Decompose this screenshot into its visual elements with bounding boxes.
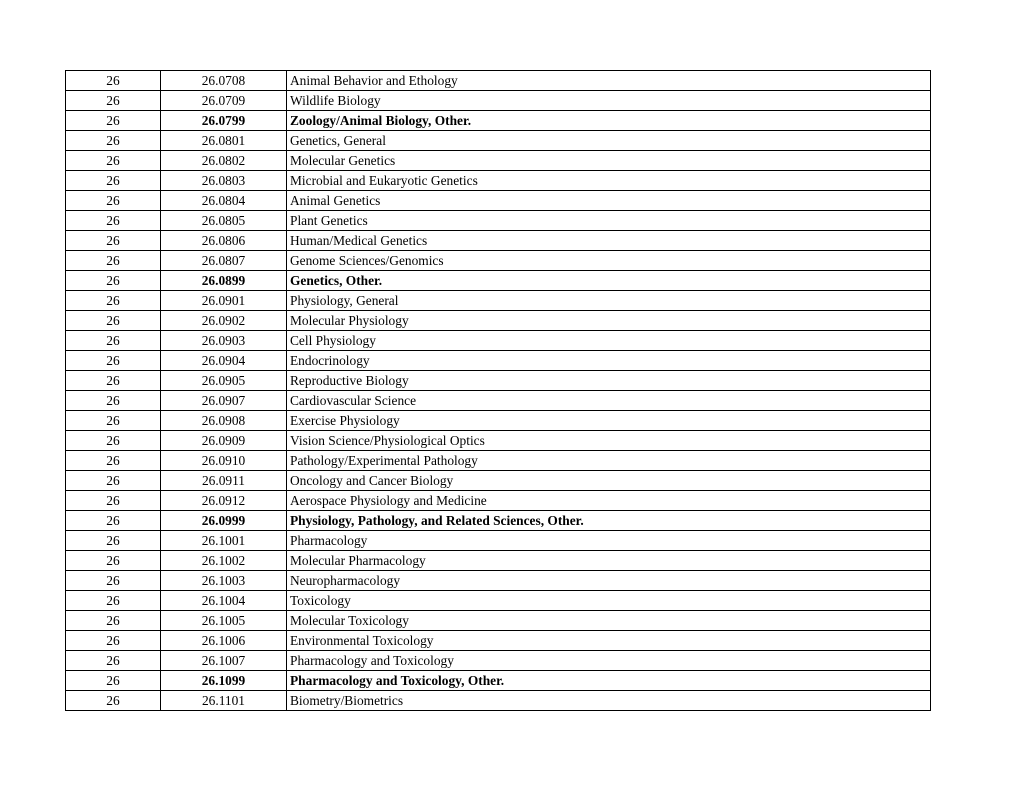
cip-code-cell: 26.0805 [161, 211, 287, 231]
table-row [66, 491, 931, 511]
series-cell: 26 [66, 71, 161, 91]
program-title-cell: Molecular Toxicology [287, 611, 931, 631]
cip-code-cell: 26.0803 [161, 171, 287, 191]
cip-code-cell: 26.0804 [161, 191, 287, 211]
program-title-cell: Pharmacology and Toxicology [287, 651, 931, 671]
table-row [66, 471, 931, 491]
cip-code-cell: 26.0899 [161, 271, 287, 291]
table-row [66, 651, 931, 671]
table-row [66, 551, 931, 571]
series-cell: 26 [66, 371, 161, 391]
program-title-cell: Physiology, Pathology, and Related Sciences, Other. [287, 511, 931, 531]
table-row [66, 91, 931, 111]
cip-code-table [65, 70, 931, 711]
table-row [66, 131, 931, 151]
series-cell: 26 [66, 651, 161, 671]
series-cell: 26 [66, 111, 161, 131]
table-row [66, 211, 931, 231]
cip-code-cell: 26.0912 [161, 491, 287, 511]
cip-code-cell: 26.0801 [161, 131, 287, 151]
series-cell: 26 [66, 131, 161, 151]
table-row [66, 271, 931, 291]
series-cell: 26 [66, 551, 161, 571]
cip-code-cell: 26.0903 [161, 331, 287, 351]
cip-code-cell: 26.1004 [161, 591, 287, 611]
program-title-cell: Cardiovascular Science [287, 391, 931, 411]
program-title-cell: Toxicology [287, 591, 931, 611]
series-cell: 26 [66, 611, 161, 631]
table-row [66, 351, 931, 371]
cip-code-cell: 26.0902 [161, 311, 287, 331]
series-cell: 26 [66, 511, 161, 531]
series-cell: 26 [66, 471, 161, 491]
cip-code-cell: 26.0708 [161, 71, 287, 91]
table-row [66, 231, 931, 251]
series-cell: 26 [66, 311, 161, 331]
table-row [66, 611, 931, 631]
series-cell: 26 [66, 191, 161, 211]
table-row [66, 291, 931, 311]
program-title-cell: Animal Behavior and Ethology [287, 71, 931, 91]
program-title-cell: Biometry/Biometrics [287, 691, 931, 711]
series-cell: 26 [66, 591, 161, 611]
cip-code-cell: 26.0911 [161, 471, 287, 491]
program-title-cell: Molecular Pharmacology [287, 551, 931, 571]
cip-code-cell: 26.0806 [161, 231, 287, 251]
table-row [66, 311, 931, 331]
program-title-cell: Oncology and Cancer Biology [287, 471, 931, 491]
series-cell: 26 [66, 211, 161, 231]
table-row [66, 331, 931, 351]
table-row [66, 691, 931, 711]
table-row [66, 531, 931, 551]
program-title-cell: Endocrinology [287, 351, 931, 371]
program-title-cell: Physiology, General [287, 291, 931, 311]
program-title-cell: Animal Genetics [287, 191, 931, 211]
program-title-cell: Aerospace Physiology and Medicine [287, 491, 931, 511]
series-cell: 26 [66, 691, 161, 711]
table-row [66, 511, 931, 531]
series-cell: 26 [66, 431, 161, 451]
cip-code-cell: 26.1101 [161, 691, 287, 711]
cip-code-cell: 26.0910 [161, 451, 287, 471]
cip-code-cell: 26.0901 [161, 291, 287, 311]
series-cell: 26 [66, 231, 161, 251]
table-row [66, 371, 931, 391]
cip-code-cell: 26.1005 [161, 611, 287, 631]
cip-code-cell: 26.0999 [161, 511, 287, 531]
table-row [66, 451, 931, 471]
cip-code-cell: 26.0904 [161, 351, 287, 371]
cip-code-cell: 26.0907 [161, 391, 287, 411]
cip-code-cell: 26.1001 [161, 531, 287, 551]
program-title-cell: Molecular Physiology [287, 311, 931, 331]
program-title-cell: Exercise Physiology [287, 411, 931, 431]
series-cell: 26 [66, 271, 161, 291]
table-row [66, 411, 931, 431]
table-row [66, 251, 931, 271]
program-title-cell: Genetics, Other. [287, 271, 931, 291]
table-row [66, 571, 931, 591]
series-cell: 26 [66, 491, 161, 511]
program-title-cell: Pharmacology and Toxicology, Other. [287, 671, 931, 691]
series-cell: 26 [66, 391, 161, 411]
cip-code-cell: 26.0709 [161, 91, 287, 111]
program-title-cell: Environmental Toxicology [287, 631, 931, 651]
program-title-cell: Cell Physiology [287, 331, 931, 351]
program-title-cell: Plant Genetics [287, 211, 931, 231]
program-title-cell: Wildlife Biology [287, 91, 931, 111]
table-row [66, 671, 931, 691]
series-cell: 26 [66, 91, 161, 111]
cip-code-cell: 26.1003 [161, 571, 287, 591]
table-row [66, 391, 931, 411]
table-row [66, 171, 931, 191]
cip-code-cell: 26.0908 [161, 411, 287, 431]
series-cell: 26 [66, 451, 161, 471]
cip-code-cell: 26.0807 [161, 251, 287, 271]
series-cell: 26 [66, 411, 161, 431]
table-row [66, 111, 931, 131]
series-cell: 26 [66, 571, 161, 591]
table-row [66, 431, 931, 451]
table-row [66, 71, 931, 91]
program-title-cell: Pathology/Experimental Pathology [287, 451, 931, 471]
program-title-cell: Molecular Genetics [287, 151, 931, 171]
cip-table-body [66, 71, 931, 711]
series-cell: 26 [66, 351, 161, 371]
series-cell: 26 [66, 151, 161, 171]
program-title-cell: Microbial and Eukaryotic Genetics [287, 171, 931, 191]
program-title-cell: Human/Medical Genetics [287, 231, 931, 251]
series-cell: 26 [66, 631, 161, 651]
cip-code-cell: 26.0909 [161, 431, 287, 451]
program-title-cell: Zoology/Animal Biology, Other. [287, 111, 931, 131]
table-row [66, 151, 931, 171]
series-cell: 26 [66, 671, 161, 691]
series-cell: 26 [66, 331, 161, 351]
series-cell: 26 [66, 171, 161, 191]
series-cell: 26 [66, 251, 161, 271]
cip-code-cell: 26.0905 [161, 371, 287, 391]
program-title-cell: Neuropharmacology [287, 571, 931, 591]
series-cell: 26 [66, 531, 161, 551]
cip-code-cell: 26.1099 [161, 671, 287, 691]
table-row [66, 191, 931, 211]
cip-code-cell: 26.1006 [161, 631, 287, 651]
cip-code-cell: 26.1007 [161, 651, 287, 671]
cip-code-cell: 26.0802 [161, 151, 287, 171]
table-row [66, 591, 931, 611]
table-row [66, 631, 931, 651]
program-title-cell: Reproductive Biology [287, 371, 931, 391]
program-title-cell: Pharmacology [287, 531, 931, 551]
program-title-cell: Vision Science/Physiological Optics [287, 431, 931, 451]
program-title-cell: Genome Sciences/Genomics [287, 251, 931, 271]
program-title-cell: Genetics, General [287, 131, 931, 151]
cip-code-cell: 26.0799 [161, 111, 287, 131]
cip-code-cell: 26.1002 [161, 551, 287, 571]
series-cell: 26 [66, 291, 161, 311]
